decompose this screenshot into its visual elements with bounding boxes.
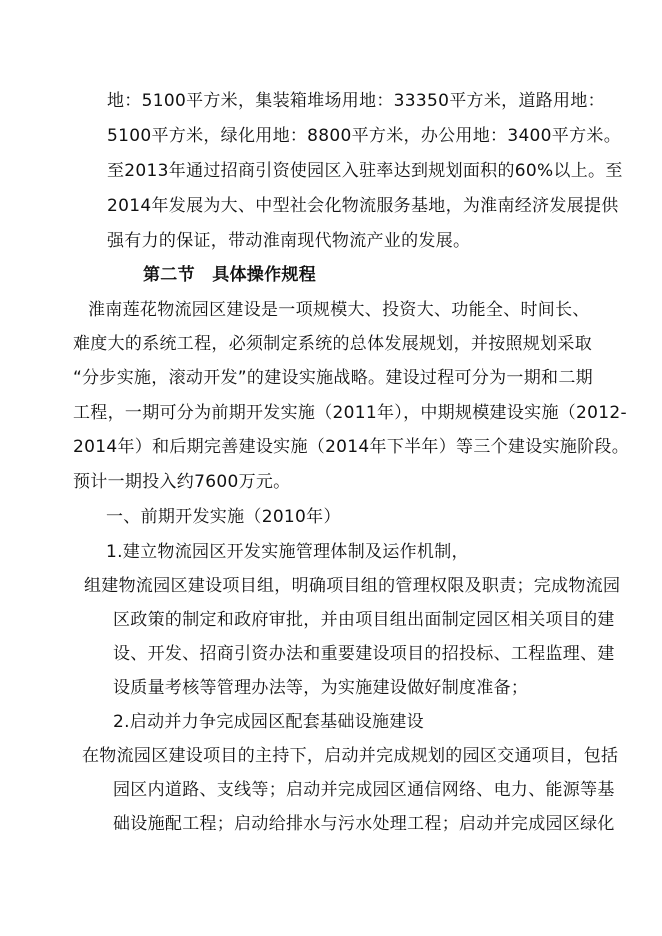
text-line: 至2013年通过招商引资使园区入驻率达到规划面积的60%以上。至: [107, 161, 623, 181]
text-line: 工程，一期可分为前期开发实施（2011年），中期规模建设实施（2012-: [73, 403, 627, 423]
text-line: 础设施配工程；启动给排水与污水处理工程；启动并完成园区绿化: [113, 814, 615, 834]
text-line: 园区内道路、支线等；启动并完成园区通信网络、电力、能源等基: [113, 780, 615, 800]
text-line: “分步实施，滚动开发”的建设实施战略。建设过程可分为一期和二期: [73, 368, 593, 388]
text-line: 5100平方米，绿化用地：8800平方米，办公用地：3400平方米。: [107, 126, 621, 146]
subsection-heading: 一、前期开发实施（2010年）: [106, 507, 341, 527]
text-line: 强有力的保证，带动淮南现代物流产业的发展。: [107, 231, 471, 251]
list-item-heading: 2.启动并力争完成园区配套基础设施建设: [113, 712, 424, 732]
text-line: 在物流园区建设项目的主持下，启动并完成规划的园区交通项目，包括: [82, 746, 619, 766]
text-line: 预计一期投入约7600万元。: [73, 472, 291, 492]
text-line: 淮南莲花物流园区建设是一项规模大、投资大、功能全、时间长、: [88, 300, 590, 320]
section-heading: 第二节 具体操作规程: [143, 265, 316, 285]
list-item-heading: 1.建立物流园区开发实施管理体制及运作机制，: [106, 542, 469, 562]
text-line: 难度大的系统工程，必须制定系统的总体发展规划，并按照规划采取: [73, 334, 592, 354]
text-line: 2014年发展为大、中型社会化物流服务基地，为淮南经济发展提供: [107, 196, 619, 216]
text-line: 设、开发、招商引资办法和重要建设项目的招投标、工程监理、建: [113, 644, 615, 664]
text-line: 设质量考核等管理办法等，为实施建设做好制度准备；: [113, 678, 529, 698]
text-line: 2014年）和后期完善建设实施（2014年下半年）等三个建设实施阶段。: [73, 437, 630, 457]
text-line: 区政策的制定和政府审批，并由项目组出面制定园区相关项目的建: [113, 610, 615, 630]
text-line: 地：5100平方米，集装箱堆场用地：33350平方米，道路用地：: [107, 91, 605, 111]
text-line: 组建物流园区建设项目组，明确项目组的管理权限及职责；完成物流园: [84, 576, 621, 596]
